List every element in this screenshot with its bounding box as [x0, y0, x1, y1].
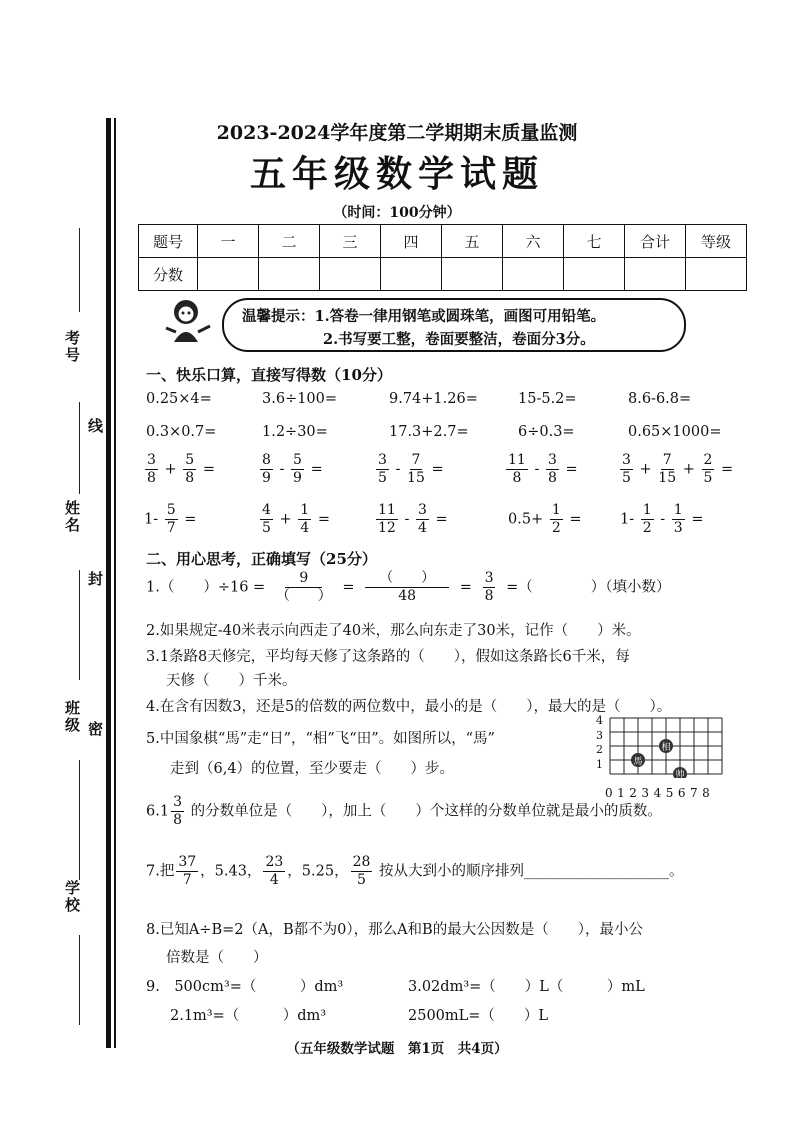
numerator: 23	[265, 854, 284, 870]
question-9-b: 3.02dm³=（ ）L（ ）mL	[408, 979, 645, 995]
denominator: 5	[378, 470, 387, 486]
equals: =	[202, 461, 215, 478]
section2-title: 二、用心思考，正确填写（25分）	[146, 550, 377, 568]
calc-item: 15-5.2=	[518, 391, 577, 407]
score-cell[interactable]	[198, 258, 259, 291]
fraction	[376, 502, 398, 537]
cell: 等级	[686, 225, 747, 258]
x-label: 3	[641, 786, 654, 800]
numerator: 9	[285, 570, 322, 588]
denominator: 8	[484, 588, 494, 604]
grid-y-labels	[596, 714, 603, 772]
numerator: 28	[352, 854, 371, 870]
question-9-c: 2.1m³=（ ）dm³	[170, 1008, 327, 1024]
calc-item: 3.6÷100=	[262, 391, 338, 407]
margin-line	[79, 570, 80, 680]
fraction	[183, 452, 196, 487]
cell: 分数	[139, 258, 198, 291]
numerator: 1	[673, 502, 683, 518]
operand: 0.5+	[508, 511, 544, 528]
question-text: ，5.43，	[200, 863, 262, 880]
margin-line	[79, 760, 80, 880]
name-label: 姓名	[63, 500, 81, 534]
equals: =	[435, 511, 448, 528]
numerator: 5	[293, 452, 302, 468]
numerator: 11	[378, 502, 396, 518]
calc-item: 9.74+1.26=	[389, 391, 478, 407]
fraction	[620, 452, 633, 487]
calc-item: 8.6-6.8=	[628, 391, 692, 407]
denominator: 7	[182, 872, 192, 888]
calc-item: 0.3×0.7=	[146, 424, 217, 440]
margin-line	[79, 935, 80, 1025]
fraction	[298, 502, 311, 537]
denominator: 15	[658, 470, 677, 486]
calc-item: 1.2÷30=	[262, 424, 328, 440]
cell: 二	[259, 225, 320, 258]
equals: =	[721, 461, 734, 478]
denominator: 4	[300, 520, 310, 536]
calc-item-fraction	[508, 502, 582, 537]
calc-item: 17.3+2.7=	[389, 424, 469, 440]
operator: +	[639, 461, 652, 478]
question-4: 4.在含有因数3，还是5的倍数的两位数中，最小的是（ ），最大的是（ ）。	[146, 699, 672, 715]
cell: 三	[320, 225, 381, 258]
x-label: 4	[653, 786, 666, 800]
numerator: 5	[185, 452, 195, 468]
margin-line	[79, 228, 80, 312]
operator: +	[164, 461, 177, 478]
denominator: 9	[293, 470, 302, 486]
denominator: 5	[622, 470, 631, 486]
calc-item-fraction	[374, 452, 444, 487]
exam-number-label: 考号	[63, 330, 81, 364]
denominator: 9	[262, 470, 271, 486]
operator: -	[404, 511, 410, 528]
operator: -	[279, 461, 285, 478]
fraction	[176, 854, 198, 889]
y-label: 1	[596, 757, 603, 771]
fraction	[407, 452, 425, 487]
calc-item-fraction	[620, 502, 703, 537]
numerator: 3	[484, 570, 494, 586]
question-text: 的分数单位是（ ），加上（ ）个这样的分数单位就是最小的质数。	[190, 803, 662, 820]
page-footer: （五年级数学试题 第1页 共4页）	[286, 1041, 508, 1057]
denominator: 2	[551, 520, 561, 536]
denominator: 8	[173, 812, 182, 828]
question-6	[146, 794, 662, 829]
score-cell[interactable]	[442, 258, 503, 291]
question-text: 1.（ ）÷16 =	[146, 579, 266, 596]
score-cell[interactable]	[503, 258, 564, 291]
operator: -	[534, 461, 540, 478]
question-5: 5.中国象棋“馬”走“日”，“相”飞“田”。如图所以，“馬”	[146, 731, 495, 747]
equals: =	[184, 511, 197, 528]
exam-time: （时间：100分钟）	[333, 205, 461, 221]
elephant-piece-label: 相	[661, 743, 671, 753]
score-cell[interactable]	[320, 258, 381, 291]
numerator: 3	[173, 794, 182, 810]
binding-bar-thick	[106, 118, 111, 1048]
question-7	[146, 854, 684, 889]
denominator: 12	[378, 520, 396, 536]
chess-grid-figure	[596, 714, 736, 802]
numerator: 1	[642, 502, 652, 518]
chess-grid	[608, 716, 726, 778]
exam-term-title: 2023-2024学年度第二学期期末质量监测	[216, 122, 578, 144]
fraction	[672, 502, 685, 537]
fraction	[506, 452, 528, 487]
x-label: 0	[605, 786, 618, 800]
section1-title: 一、快乐口算，直接写得数（10分）	[146, 366, 392, 384]
cell: 一	[198, 225, 259, 258]
numerator: 3	[547, 452, 557, 468]
calc-item: 0.65×1000=	[628, 424, 722, 440]
cell: 五	[442, 225, 503, 258]
cartoon-teacher-icon	[158, 292, 218, 348]
fraction	[658, 452, 676, 487]
answer-blank[interactable]: ____________________。	[524, 863, 684, 880]
numerator: 3	[378, 452, 387, 468]
seal-char-xian: 线	[88, 417, 104, 435]
fraction	[276, 570, 332, 605]
score-cell[interactable]	[259, 258, 320, 291]
denominator: 8	[185, 470, 195, 486]
y-label: 4	[596, 714, 603, 727]
fraction	[641, 502, 654, 537]
score-table-header-row	[139, 225, 747, 258]
x-label: 6	[677, 786, 690, 800]
score-cell[interactable]	[625, 258, 686, 291]
x-label: 8	[702, 786, 715, 800]
horse-piece-label: 馬	[633, 757, 643, 767]
cell: 七	[564, 225, 625, 258]
numerator: 4	[262, 502, 271, 518]
operand: 1-	[620, 511, 635, 528]
denominator: 4	[269, 872, 279, 888]
question-text: 按从大到小的顺序排列	[379, 863, 525, 880]
calc-item-fraction	[258, 502, 330, 537]
calc-item: 0.25×4=	[146, 391, 212, 407]
question-5-cont: 走到（6,4）的位置，至少要走（ ）步。	[170, 761, 455, 777]
numerator: 11	[508, 452, 526, 468]
equals: =	[317, 511, 330, 528]
x-label: 1	[617, 786, 630, 800]
question-8-cont: 倍数是（ ）	[166, 950, 268, 966]
x-label: 2	[629, 786, 642, 800]
fraction	[483, 570, 496, 605]
y-label: 2	[596, 743, 603, 756]
tips-line-2: 2.书写要工整，卷面要整洁，卷面分3分。	[323, 331, 595, 348]
score-table-score-row	[139, 258, 747, 291]
calc-item-fraction	[258, 452, 323, 487]
equals: =	[569, 511, 582, 528]
y-label: 3	[596, 728, 603, 742]
denominator: 48	[398, 588, 417, 604]
denominator: 4	[417, 520, 427, 536]
question-text: 6.1	[146, 803, 170, 820]
cell: 合计	[625, 225, 686, 258]
calc-item-fraction	[374, 502, 448, 537]
fraction	[416, 502, 429, 537]
question-2: 2.如果规定-40米表示向西走了40米，那么向东走了30米，记作（ ）米。	[146, 623, 641, 639]
binding-bar-thin	[114, 118, 116, 1048]
fraction	[702, 452, 715, 487]
operator: +	[682, 461, 695, 478]
question-9-a: 9. 500cm³=（ ）dm³	[146, 979, 344, 995]
question-text: ，5.25，	[287, 863, 349, 880]
numerator: 3	[622, 452, 631, 468]
seal-char-feng: 封	[88, 570, 104, 588]
fraction	[263, 854, 285, 889]
equals: =	[431, 461, 444, 478]
numerator: 3	[147, 452, 156, 468]
margin-line	[79, 402, 80, 494]
denominator: 8	[147, 470, 156, 486]
numerator: 3	[417, 502, 427, 518]
fraction	[145, 452, 158, 487]
fraction	[546, 452, 559, 487]
calc-item-fraction	[504, 452, 578, 487]
numerator: 1	[300, 502, 310, 518]
fraction	[550, 502, 563, 537]
question-8: 8.已知A÷B=2（A，B都不为0），那么A和B的最大公因数是（ ），最小公	[146, 922, 643, 938]
operator: -	[660, 511, 666, 528]
denominator: 8	[547, 470, 557, 486]
score-table	[138, 224, 747, 291]
fraction	[260, 502, 273, 537]
fraction	[351, 854, 373, 889]
numerator: 8	[262, 452, 271, 468]
score-cell[interactable]	[564, 258, 625, 291]
question-9-d: 2500mL=（ ）L	[408, 1008, 549, 1024]
equals: =	[459, 579, 472, 596]
denominator: 5	[262, 520, 271, 536]
numerator: 1	[551, 502, 561, 518]
fraction	[376, 452, 389, 487]
seal-char-mi: 密	[88, 720, 104, 738]
question-3-cont: 天修（ ）千米。	[166, 673, 297, 689]
denominator: 5	[703, 470, 713, 486]
denominator: 3	[673, 520, 683, 536]
denominator: 8	[512, 470, 522, 486]
fraction	[260, 452, 273, 487]
question-3: 3.1条路8天修完，平均每天修了这条路的（ ），假如这条路长6千米，每	[146, 649, 630, 665]
denominator: 5	[357, 872, 366, 888]
numerator: （ ）	[365, 570, 449, 588]
denominator: 15	[407, 470, 425, 486]
x-label: 7	[689, 786, 703, 800]
equals: =	[691, 511, 704, 528]
score-cell[interactable]	[686, 258, 747, 291]
fraction	[171, 794, 184, 829]
calc-item: 6÷0.3=	[518, 424, 575, 440]
denominator: 7	[166, 520, 176, 536]
operand: 1-	[144, 511, 159, 528]
numerator: 7	[411, 452, 421, 468]
equals: =	[310, 461, 323, 478]
question-1	[146, 570, 671, 605]
cell: 题号	[139, 225, 198, 258]
cell: 六	[503, 225, 564, 258]
cell: 四	[381, 225, 442, 258]
calc-item-fraction	[144, 502, 196, 537]
x-label: 5	[665, 786, 678, 800]
tips-line-1: 温馨提示：1.答卷一律用钢笔或圆珠笔，画图可用铅笔。	[242, 308, 606, 325]
numerator: 37	[178, 854, 197, 870]
class-label: 班级	[63, 700, 81, 734]
equals: =	[342, 579, 355, 596]
score-cell[interactable]	[381, 258, 442, 291]
fraction	[165, 502, 178, 537]
fraction	[291, 452, 304, 487]
school-label: 学校	[63, 880, 81, 914]
operator: +	[279, 511, 292, 528]
numerator: 2	[703, 452, 713, 468]
question-text: =（ ）（填小数）	[506, 579, 671, 596]
general-piece-label: 帅	[675, 770, 685, 778]
denominator: （ ）	[275, 588, 332, 604]
numerator: 5	[166, 502, 176, 518]
exam-title: 五年级数学试题	[249, 153, 544, 195]
denominator: 2	[642, 520, 652, 536]
equals: =	[565, 461, 578, 478]
calc-item-fraction	[618, 452, 733, 487]
calc-item-fraction	[143, 452, 215, 487]
operator: -	[395, 461, 401, 478]
fraction	[365, 570, 449, 605]
numerator: 7	[662, 452, 672, 468]
question-text: 7.把	[146, 863, 175, 880]
